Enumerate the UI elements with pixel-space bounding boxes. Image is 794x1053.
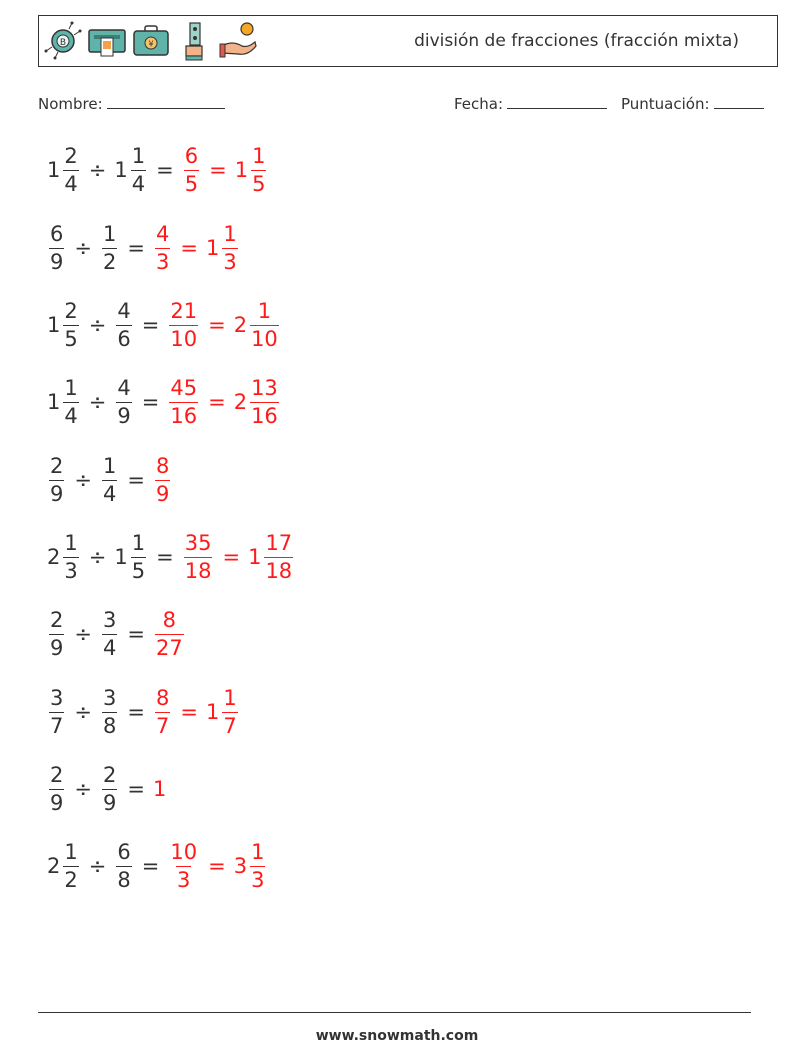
numerator: 1: [131, 530, 146, 555]
fraction: [116, 375, 131, 428]
mixed-number: [167, 298, 200, 351]
numerator: 6: [50, 221, 64, 246]
mixed-number: [248, 530, 295, 583]
numerator: 1: [64, 530, 78, 555]
denominator: 4: [102, 635, 117, 660]
numerator: 1: [131, 143, 146, 168]
fraction: [155, 685, 170, 738]
equals-sign: =: [180, 700, 198, 724]
fraction: [116, 839, 131, 892]
denominator: 3: [177, 867, 191, 892]
mixed-number: [182, 530, 215, 583]
denominator: 7: [50, 713, 64, 738]
score-field: [621, 94, 764, 113]
divide-sign: ÷: [88, 390, 107, 414]
denominator: 27: [155, 635, 183, 660]
footer-divider: [38, 1012, 751, 1013]
mixed-number: [100, 221, 119, 274]
denominator: 16: [170, 403, 198, 428]
equals-sign: =: [156, 545, 174, 569]
numerator: 1: [64, 375, 78, 400]
numerator: 35: [184, 530, 212, 555]
numerator: 2: [64, 143, 78, 168]
money-suitcase-icon: [131, 20, 171, 62]
denominator: 16: [251, 403, 278, 428]
divide-sign: ÷: [88, 158, 107, 182]
numerator: 2: [64, 298, 78, 323]
numerator: 1: [64, 839, 78, 864]
divide-sign: ÷: [74, 236, 92, 260]
answer-whole: 1: [152, 777, 167, 801]
equals-sign: =: [127, 468, 145, 492]
fraction: [102, 607, 117, 660]
numerator: 2: [50, 762, 64, 787]
denominator: 18: [265, 558, 293, 583]
whole-part: 1: [205, 700, 220, 724]
numerator: 2: [102, 762, 117, 787]
whole-part: 1: [234, 158, 249, 182]
numerator: 1: [102, 453, 117, 478]
mixed-number: [182, 143, 201, 196]
equals-sign: =: [127, 777, 145, 801]
fraction: [102, 762, 117, 815]
equals-sign: =: [141, 313, 160, 337]
fraction: [131, 530, 146, 583]
whole-part: 2: [47, 854, 61, 878]
header-box: [38, 15, 778, 67]
mixed-number: [167, 839, 200, 892]
svg-text:B: B: [59, 38, 67, 48]
numerator: 1: [223, 221, 237, 246]
date-field: [454, 94, 607, 113]
whole-part: 1: [248, 545, 262, 569]
mixed-number: [233, 375, 281, 428]
denominator: 8: [117, 867, 131, 892]
worksheet-title: división de fracciones (fracción mixta): [414, 31, 739, 51]
numerator: 8: [155, 685, 170, 710]
mixed-number: [233, 298, 281, 351]
equals-sign: =: [127, 700, 145, 724]
hand-cash-icon: [175, 20, 215, 62]
denominator: 5: [252, 171, 266, 196]
fraction: [184, 530, 213, 583]
whole-part: 1: [205, 236, 220, 260]
mixed-number: [114, 143, 148, 196]
mixed-number: [47, 762, 66, 815]
denominator: 5: [184, 171, 199, 196]
fraction: [102, 453, 117, 506]
denominator: 9: [102, 790, 117, 815]
numerator: 17: [265, 530, 293, 555]
divide-sign: ÷: [88, 854, 107, 878]
fraction: [102, 221, 117, 274]
problem-row: [47, 140, 268, 200]
numerator: 21: [170, 298, 198, 323]
denominator: 8: [102, 713, 117, 738]
svg-text:¥: ¥: [148, 39, 154, 49]
problem-row: [47, 450, 172, 510]
fraction: [169, 839, 198, 892]
fraction: [184, 143, 199, 196]
fraction: [63, 839, 78, 892]
whole-part: 1: [47, 313, 61, 337]
divide-sign: ÷: [88, 545, 107, 569]
numerator: 45: [170, 375, 198, 400]
name-field: [38, 94, 225, 113]
fraction: [169, 298, 198, 351]
mixed-number: [47, 221, 66, 274]
denominator: 9: [117, 403, 131, 428]
divide-sign: ÷: [74, 700, 92, 724]
denominator: 7: [155, 713, 170, 738]
denominator: 9: [50, 635, 64, 660]
problem-row: [47, 527, 295, 587]
numerator: 4: [117, 298, 131, 323]
problem-row: [47, 682, 240, 742]
footer-site: www.snowmath.com: [315, 1028, 479, 1044]
mixed-number: [47, 453, 66, 506]
divide-sign: ÷: [74, 468, 92, 492]
fraction: [131, 143, 146, 196]
mixed-number: [153, 607, 186, 660]
fraction: [155, 221, 170, 274]
mixed-number: [153, 453, 172, 506]
score-label: Puntuación:: [621, 95, 710, 113]
numerator: 8: [155, 453, 170, 478]
denominator: 4: [64, 403, 78, 428]
mixed-number: [47, 839, 81, 892]
problem-row: [47, 218, 240, 278]
date-blank[interactable]: [507, 94, 607, 109]
header-icons: [43, 20, 259, 62]
numerator: 4: [155, 221, 170, 246]
numerator: 2: [50, 453, 64, 478]
denominator: 10: [170, 326, 198, 351]
whole-part: 2: [233, 390, 248, 414]
numerator: 1: [251, 839, 265, 864]
fraction: [102, 685, 117, 738]
divide-sign: ÷: [74, 777, 92, 801]
numerator: 1: [252, 143, 266, 168]
whole-part: 1: [47, 390, 61, 414]
mixed-number: [47, 607, 66, 660]
fraction: [49, 221, 64, 274]
mixed-number: [100, 762, 119, 815]
numerator: 6: [117, 839, 131, 864]
denominator: 3: [251, 867, 265, 892]
numerator: 13: [251, 375, 278, 400]
denominator: 5: [64, 326, 78, 351]
numerator: 8: [162, 607, 177, 632]
equals-sign: =: [141, 390, 160, 414]
mixed-number: [205, 685, 240, 738]
mixed-number: [167, 375, 200, 428]
mixed-number: [47, 143, 81, 196]
denominator: 18: [184, 558, 212, 583]
mixed-number: [205, 221, 240, 274]
atm-card-icon: [87, 20, 127, 62]
fraction: [155, 453, 170, 506]
whole-part: 2: [233, 313, 248, 337]
whole-part: 3: [233, 854, 248, 878]
divide-sign: ÷: [88, 313, 107, 337]
mixed-number: [47, 375, 81, 428]
mixed-number: [153, 685, 172, 738]
mixed-number: [100, 607, 119, 660]
denominator: 4: [102, 481, 117, 506]
coin-network-icon: [43, 20, 83, 62]
mixed-number: [100, 453, 119, 506]
problem-row: [47, 836, 267, 896]
numerator: 1: [102, 221, 117, 246]
mixed-number: [47, 685, 66, 738]
denominator: 9: [50, 249, 64, 274]
mixed-number: [114, 375, 133, 428]
problem-row: [47, 759, 166, 819]
name-blank[interactable]: [107, 94, 225, 109]
fraction: [63, 143, 78, 196]
fraction: [222, 221, 237, 274]
equals-sign: =: [208, 854, 226, 878]
fraction: [63, 530, 78, 583]
whole-part: 1: [114, 158, 128, 182]
problem-row: [47, 604, 186, 664]
mixed-number: [234, 143, 269, 196]
mixed-number: [233, 839, 268, 892]
mixed-number: [114, 530, 148, 583]
equals-sign: =: [180, 236, 198, 260]
mixed-number: [114, 298, 133, 351]
numerator: 2: [50, 607, 64, 632]
numerator: 3: [50, 685, 64, 710]
denominator: 9: [50, 790, 64, 815]
mixed-number: [47, 298, 81, 351]
numerator: 10: [170, 839, 198, 864]
mixed-number: [114, 839, 133, 892]
numerator: 6: [184, 143, 199, 168]
fraction: [250, 375, 279, 428]
whole-part: 2: [47, 545, 61, 569]
denominator: 7: [223, 713, 237, 738]
mixed-number: [153, 221, 172, 274]
mixed-number: [47, 530, 81, 583]
fraction: [251, 143, 266, 196]
denominator: 10: [251, 326, 278, 351]
equals-sign: =: [222, 545, 241, 569]
numerator: 4: [117, 375, 131, 400]
equals-sign: =: [156, 158, 174, 182]
denominator: 4: [131, 171, 146, 196]
fraction: [63, 298, 78, 351]
fraction: [222, 685, 237, 738]
denominator: 3: [223, 249, 237, 274]
fraction: [116, 298, 131, 351]
equals-sign: =: [208, 313, 226, 337]
equals-sign: =: [208, 390, 226, 414]
equals-sign: =: [209, 158, 227, 182]
denominator: 3: [155, 249, 170, 274]
denominator: 5: [131, 558, 146, 583]
divide-sign: ÷: [74, 622, 92, 646]
equals-sign: =: [127, 622, 145, 646]
denominator: 9: [50, 481, 64, 506]
fraction: [169, 375, 198, 428]
mixed-number: [100, 685, 119, 738]
fraction: [250, 839, 265, 892]
problem-row: [47, 372, 281, 432]
score-blank[interactable]: [714, 94, 764, 109]
equals-sign: =: [127, 236, 145, 260]
numerator: 3: [102, 685, 117, 710]
equals-sign: =: [141, 854, 160, 878]
denominator: 2: [102, 249, 117, 274]
fraction: [63, 375, 78, 428]
denominator: 3: [64, 558, 78, 583]
fraction: [250, 298, 279, 351]
fraction: [155, 607, 184, 660]
whole-part: 1: [114, 545, 128, 569]
fraction: [49, 685, 64, 738]
fraction: [49, 607, 64, 660]
numerator: 1: [223, 685, 237, 710]
name-label: Nombre:: [38, 95, 103, 113]
fraction: [49, 453, 64, 506]
fraction: [264, 530, 293, 583]
date-label: Fecha:: [454, 95, 504, 113]
numerator: 1: [257, 298, 272, 323]
whole-part: 1: [47, 158, 61, 182]
denominator: 2: [64, 867, 78, 892]
denominator: 6: [117, 326, 131, 351]
denominator: 9: [155, 481, 170, 506]
problem-row: [47, 295, 281, 355]
fraction: [49, 762, 64, 815]
hand-coin-icon: [219, 20, 259, 62]
denominator: 4: [64, 171, 78, 196]
numerator: 3: [102, 607, 117, 632]
